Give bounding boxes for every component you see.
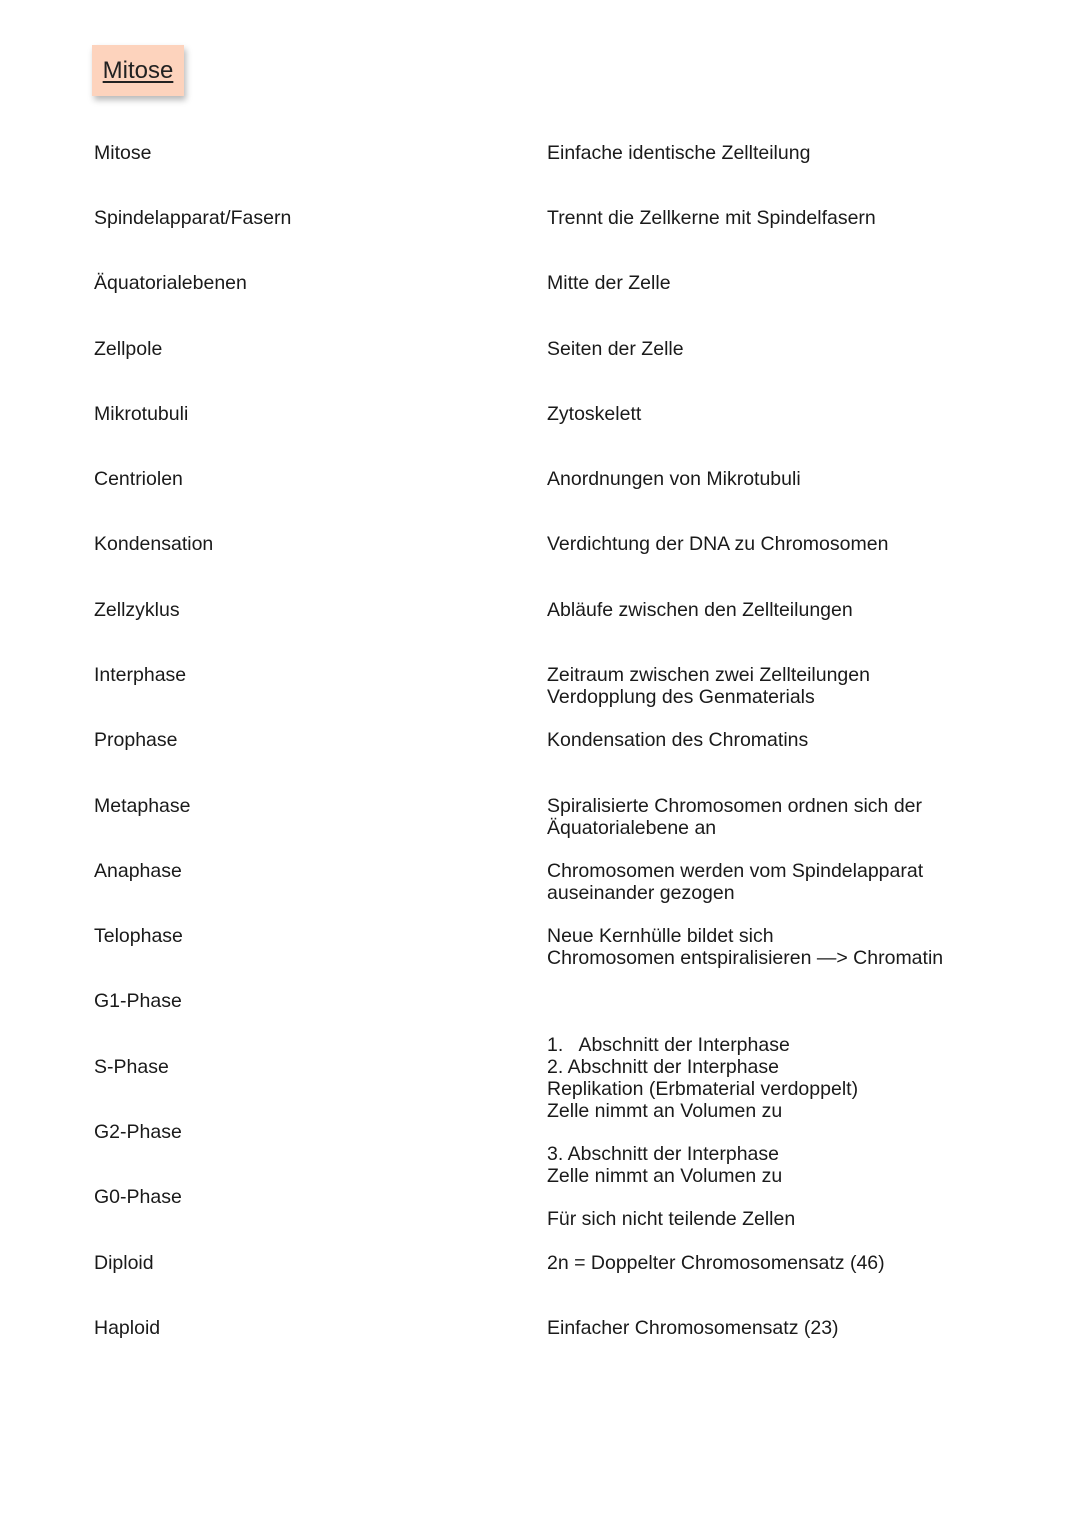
definition-line: auseinander gezogen: [547, 882, 735, 904]
definition-line: Für sich nicht teilende Zellen: [547, 1208, 796, 1230]
definition-line: Anordnungen von Mikrotubuli: [547, 468, 801, 490]
definition-line: 2n = Doppelter Chromosomensatz (46): [547, 1252, 885, 1274]
definition-line: Verdopplung des Genmaterials: [547, 686, 815, 708]
term-haploid: Haploid: [94, 1317, 161, 1339]
definition-interphase: [547, 664, 870, 708]
term-kondensation: Kondensation: [94, 533, 214, 555]
term-anaphase: Anaphase: [94, 860, 182, 882]
term-g1-phase: G1-Phase: [94, 990, 182, 1012]
definition-haploid: [547, 1317, 839, 1339]
definition-mitose: [547, 142, 810, 164]
term-spindelapparat: Spindelapparat/Fasern: [94, 207, 292, 229]
term-diploid: Diploid: [94, 1252, 154, 1274]
definition-zellzyklus: [547, 599, 853, 621]
definition-line: Trennt die Zellkerne mit Spindelfasern: [547, 207, 876, 229]
term-mitose: Mitose: [94, 142, 152, 164]
term-prophase: Prophase: [94, 729, 178, 751]
definition-zellpole: [547, 338, 684, 360]
definition-line: Einfache identische Zellteilung: [547, 142, 811, 164]
definition-line: Spiralisierte Chromosomen ordnen sich der: [547, 795, 923, 817]
definition-line: Neue Kernhülle bildet sich: [547, 925, 774, 947]
term-s-phase: S-Phase: [94, 1056, 169, 1078]
term-telophase: Telophase: [94, 925, 183, 947]
definition-line: Kondensation des Chromatins: [547, 729, 809, 751]
term-mikrotubuli: Mikrotubuli: [94, 403, 189, 425]
definition-spindelapparat: [547, 207, 876, 229]
definition-prophase: [547, 729, 808, 751]
title-box: [92, 45, 184, 96]
definition-line: Chromosomen werden vom Spindelapparat: [547, 860, 924, 882]
term-centriolen: Centriolen: [94, 468, 183, 490]
term-zellpole: Zellpole: [94, 338, 163, 360]
definition-line: Mitte der Zelle: [547, 272, 671, 294]
definition-mikrotubuli: [547, 403, 641, 425]
term-interphase: Interphase: [94, 664, 187, 686]
definition-line: 1. Abschnitt der Interphase: [547, 1034, 790, 1056]
definition-line: Zytoskelett: [547, 403, 642, 425]
definition-kondensation: [547, 533, 888, 555]
definition-line: Seiten der Zelle: [547, 338, 684, 360]
definition-telophase: [547, 925, 943, 969]
definition-line: Zelle nimmt an Volumen zu: [547, 1100, 783, 1122]
definition-s-phase: [547, 1056, 858, 1100]
definition-line: 2. Abschnitt der Interphase: [547, 1056, 779, 1078]
definition-aequatorialebenen: [547, 272, 671, 294]
definition-line: Verdichtung der DNA zu Chromosomen: [547, 533, 889, 555]
definition-line: Äquatorialebene an: [547, 817, 717, 839]
definition-line: Einfacher Chromosomensatz (23): [547, 1317, 839, 1339]
term-g0-phase: G0-Phase: [94, 1186, 182, 1208]
definition-line: Abläufe zwischen den Zellteilungen: [547, 599, 853, 621]
term-zellzyklus: Zellzyklus: [94, 599, 180, 621]
definition-centriolen: [547, 468, 801, 490]
definition-anaphase: [547, 860, 923, 904]
term-metaphase: Metaphase: [94, 795, 191, 817]
term-g2-phase: G2-Phase: [94, 1121, 182, 1143]
definition-line: 3. Abschnitt der Interphase: [547, 1143, 779, 1165]
definition-line: Chromosomen entspiralisieren —> Chromatin: [547, 947, 944, 969]
definition-line: Replikation (Erbmaterial verdoppelt): [547, 1078, 859, 1100]
definition-g0-phase: [547, 1208, 795, 1230]
definition-g2-phase: [547, 1143, 782, 1187]
definition-line: Zelle nimmt an Volumen zu: [547, 1165, 783, 1187]
definition-metaphase: [547, 795, 922, 839]
definition-diploid: [547, 1252, 885, 1274]
definition-line: Zeitraum zwischen zwei Zellteilungen: [547, 664, 870, 686]
page-title: Mitose: [102, 56, 174, 84]
term-aequatorialebenen: Äquatorialebenen: [94, 272, 247, 294]
